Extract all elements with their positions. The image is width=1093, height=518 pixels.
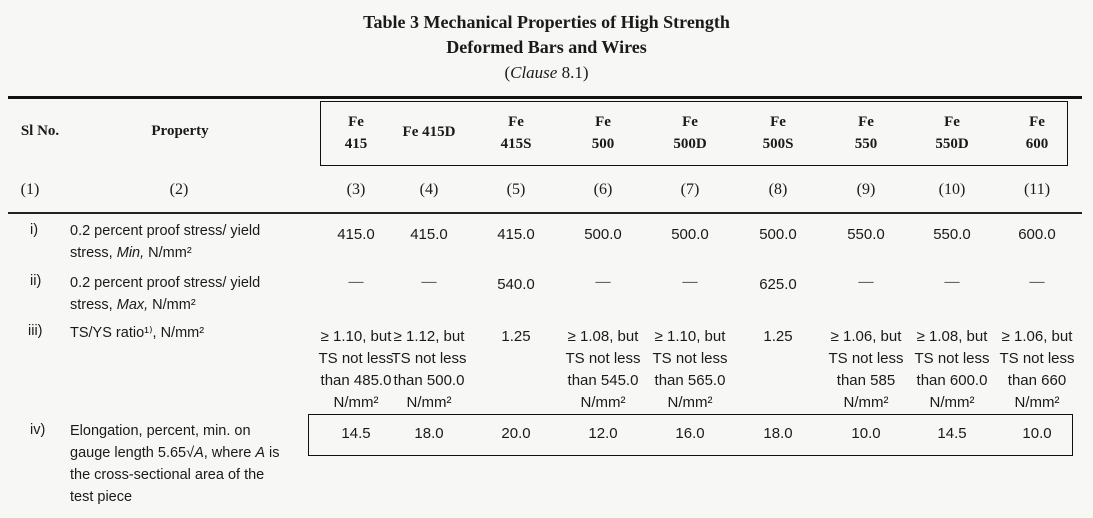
- row-3-value: N/mm²: [843, 394, 889, 411]
- row-3-value: N/mm²: [667, 394, 713, 411]
- column-number-3: (3): [346, 181, 366, 198]
- property-header: Property: [151, 123, 209, 139]
- row-1-value: 500.0: [584, 226, 622, 243]
- row-1-value: 500.0: [671, 226, 709, 243]
- grade-header-5-sub: 415S: [500, 136, 532, 152]
- row-3-value: ≥ 1.10, but: [654, 328, 726, 345]
- row-2-value: —: [682, 274, 698, 290]
- row-4-value: 10.0: [1022, 425, 1052, 442]
- row-3-value: TS not less: [391, 350, 467, 367]
- column-number-10: (10): [938, 181, 966, 198]
- row-3-value: than 660: [1007, 372, 1067, 389]
- row-3-value: TS not less: [318, 350, 394, 367]
- row-2-sl: ii): [30, 273, 42, 289]
- row-4-value: 14.5: [341, 425, 371, 442]
- row-4-property: Elongation, percent, min. on gauge length 5.65√A, where A is the cross-sectional area of the test piece: [70, 423, 280, 505]
- row-3-value: ≥ 1.06, but: [1001, 328, 1073, 345]
- row-1-value: 500.0: [759, 226, 797, 243]
- grade-header-6: Fe: [595, 114, 611, 130]
- column-number-9: (9): [856, 181, 876, 198]
- row-3-value: TS not less: [652, 350, 728, 367]
- row-2-property: 0.2 percent proof stress/ yield stress, Max, N/mm²: [70, 275, 261, 313]
- row-3-value: TS not less: [565, 350, 641, 367]
- row-3-value: TS not less: [828, 350, 904, 367]
- grade-header-9: Fe: [858, 114, 874, 130]
- row-2-value: 625.0: [759, 276, 797, 293]
- row-3-value: ≥ 1.08, but: [916, 328, 988, 345]
- row-3-value: N/mm²: [580, 394, 626, 411]
- row-2-value: —: [1029, 274, 1045, 290]
- grade-header-5: Fe: [508, 114, 524, 130]
- row-3-value: than 545.0: [567, 372, 639, 389]
- row-3-value: 1.25: [501, 328, 531, 345]
- header-top-rule: [8, 96, 1082, 99]
- row-2-value: —: [421, 274, 437, 290]
- row-2-value: —: [858, 274, 874, 290]
- row-3-value: than 500.0: [393, 372, 465, 389]
- row-3-value: 1.25: [763, 328, 793, 345]
- row-1-property: 0.2 percent proof stress/ yield stress, Min, N/mm²: [70, 223, 261, 261]
- grade-header-11-sub: 600: [1025, 136, 1049, 152]
- row-3-value: than 600.0: [916, 372, 988, 389]
- row-1-value: 600.0: [1018, 226, 1056, 243]
- header-bottom-rule: [8, 212, 1082, 214]
- row-2-value: 540.0: [497, 276, 535, 293]
- grade-header-10-sub: 550D: [935, 136, 969, 152]
- row-1-value: 415.0: [497, 226, 535, 243]
- row-1-value: 415.0: [410, 226, 448, 243]
- row-3-value: than 565.0: [654, 372, 726, 389]
- grade-header-4: Fe 415D: [402, 124, 456, 140]
- row-3-value: than 485.0: [320, 372, 392, 389]
- row-3-value: ≥ 1.12, but: [393, 328, 465, 345]
- grade-header-6-sub: 500: [591, 136, 615, 152]
- row-3-value: TS not less: [999, 350, 1075, 367]
- row-4-value: 10.0: [851, 425, 881, 442]
- table-title-line1: Table 3 Mechanical Properties of High Strength: [363, 12, 730, 32]
- row-2-value: —: [944, 274, 960, 290]
- grade-header-11: Fe: [1029, 114, 1045, 130]
- row-1-value: 550.0: [847, 226, 885, 243]
- row-4-sl: iv): [30, 422, 46, 438]
- row-2-value: —: [595, 274, 611, 290]
- row-4-value: 18.0: [414, 425, 444, 442]
- column-number-8: (8): [768, 181, 788, 198]
- row-3-property: TS/YS ratio¹⁾, N/mm²: [70, 325, 205, 341]
- row-3-value: ≥ 1.10, but: [320, 328, 392, 345]
- row-4-value: 18.0: [763, 425, 793, 442]
- row-4-value: 20.0: [501, 425, 531, 442]
- row-3-value: N/mm²: [929, 394, 975, 411]
- column-number-6: (6): [593, 181, 613, 198]
- grade-header-7-sub: 500D: [673, 136, 707, 152]
- column-number-4: (4): [419, 181, 439, 198]
- row-3-value: N/mm²: [333, 394, 379, 411]
- table-title-line2: Deformed Bars and Wires: [446, 37, 647, 57]
- row-3-value: than 585: [836, 372, 896, 389]
- column-number-11: (11): [1023, 181, 1051, 198]
- row-1-value: 550.0: [933, 226, 971, 243]
- table-clause: (Clause 8.1): [504, 63, 589, 82]
- column-number-2: (2): [169, 181, 189, 198]
- row-3-sl: iii): [28, 323, 43, 339]
- row-4-value: 14.5: [937, 425, 967, 442]
- row-2-value: —: [348, 274, 364, 290]
- grade-header-10: Fe: [944, 114, 960, 130]
- row-3-value: TS not less: [914, 350, 990, 367]
- row-3-value: ≥ 1.06, but: [830, 328, 902, 345]
- row-3-value: ≥ 1.08, but: [567, 328, 639, 345]
- grade-header-3-sub: 415: [344, 136, 368, 152]
- row-1-value: 415.0: [337, 226, 375, 243]
- grade-header-3: Fe: [348, 114, 364, 130]
- grade-header-7: Fe: [682, 114, 698, 130]
- row-3-value: N/mm²: [1014, 394, 1060, 411]
- grade-header-8: Fe: [770, 114, 786, 130]
- row-4-value: 12.0: [588, 425, 618, 442]
- row-3-value: N/mm²: [406, 394, 452, 411]
- sl-no-header: Sl No.: [20, 123, 60, 139]
- column-number-5: (5): [506, 181, 526, 198]
- grade-header-8-sub: 500S: [762, 136, 794, 152]
- row-4-value: 16.0: [675, 425, 705, 442]
- column-number-1: (1): [20, 181, 40, 198]
- row-1-sl: i): [30, 222, 39, 238]
- grade-header-9-sub: 550: [854, 136, 878, 152]
- column-number-7: (7): [680, 181, 700, 198]
